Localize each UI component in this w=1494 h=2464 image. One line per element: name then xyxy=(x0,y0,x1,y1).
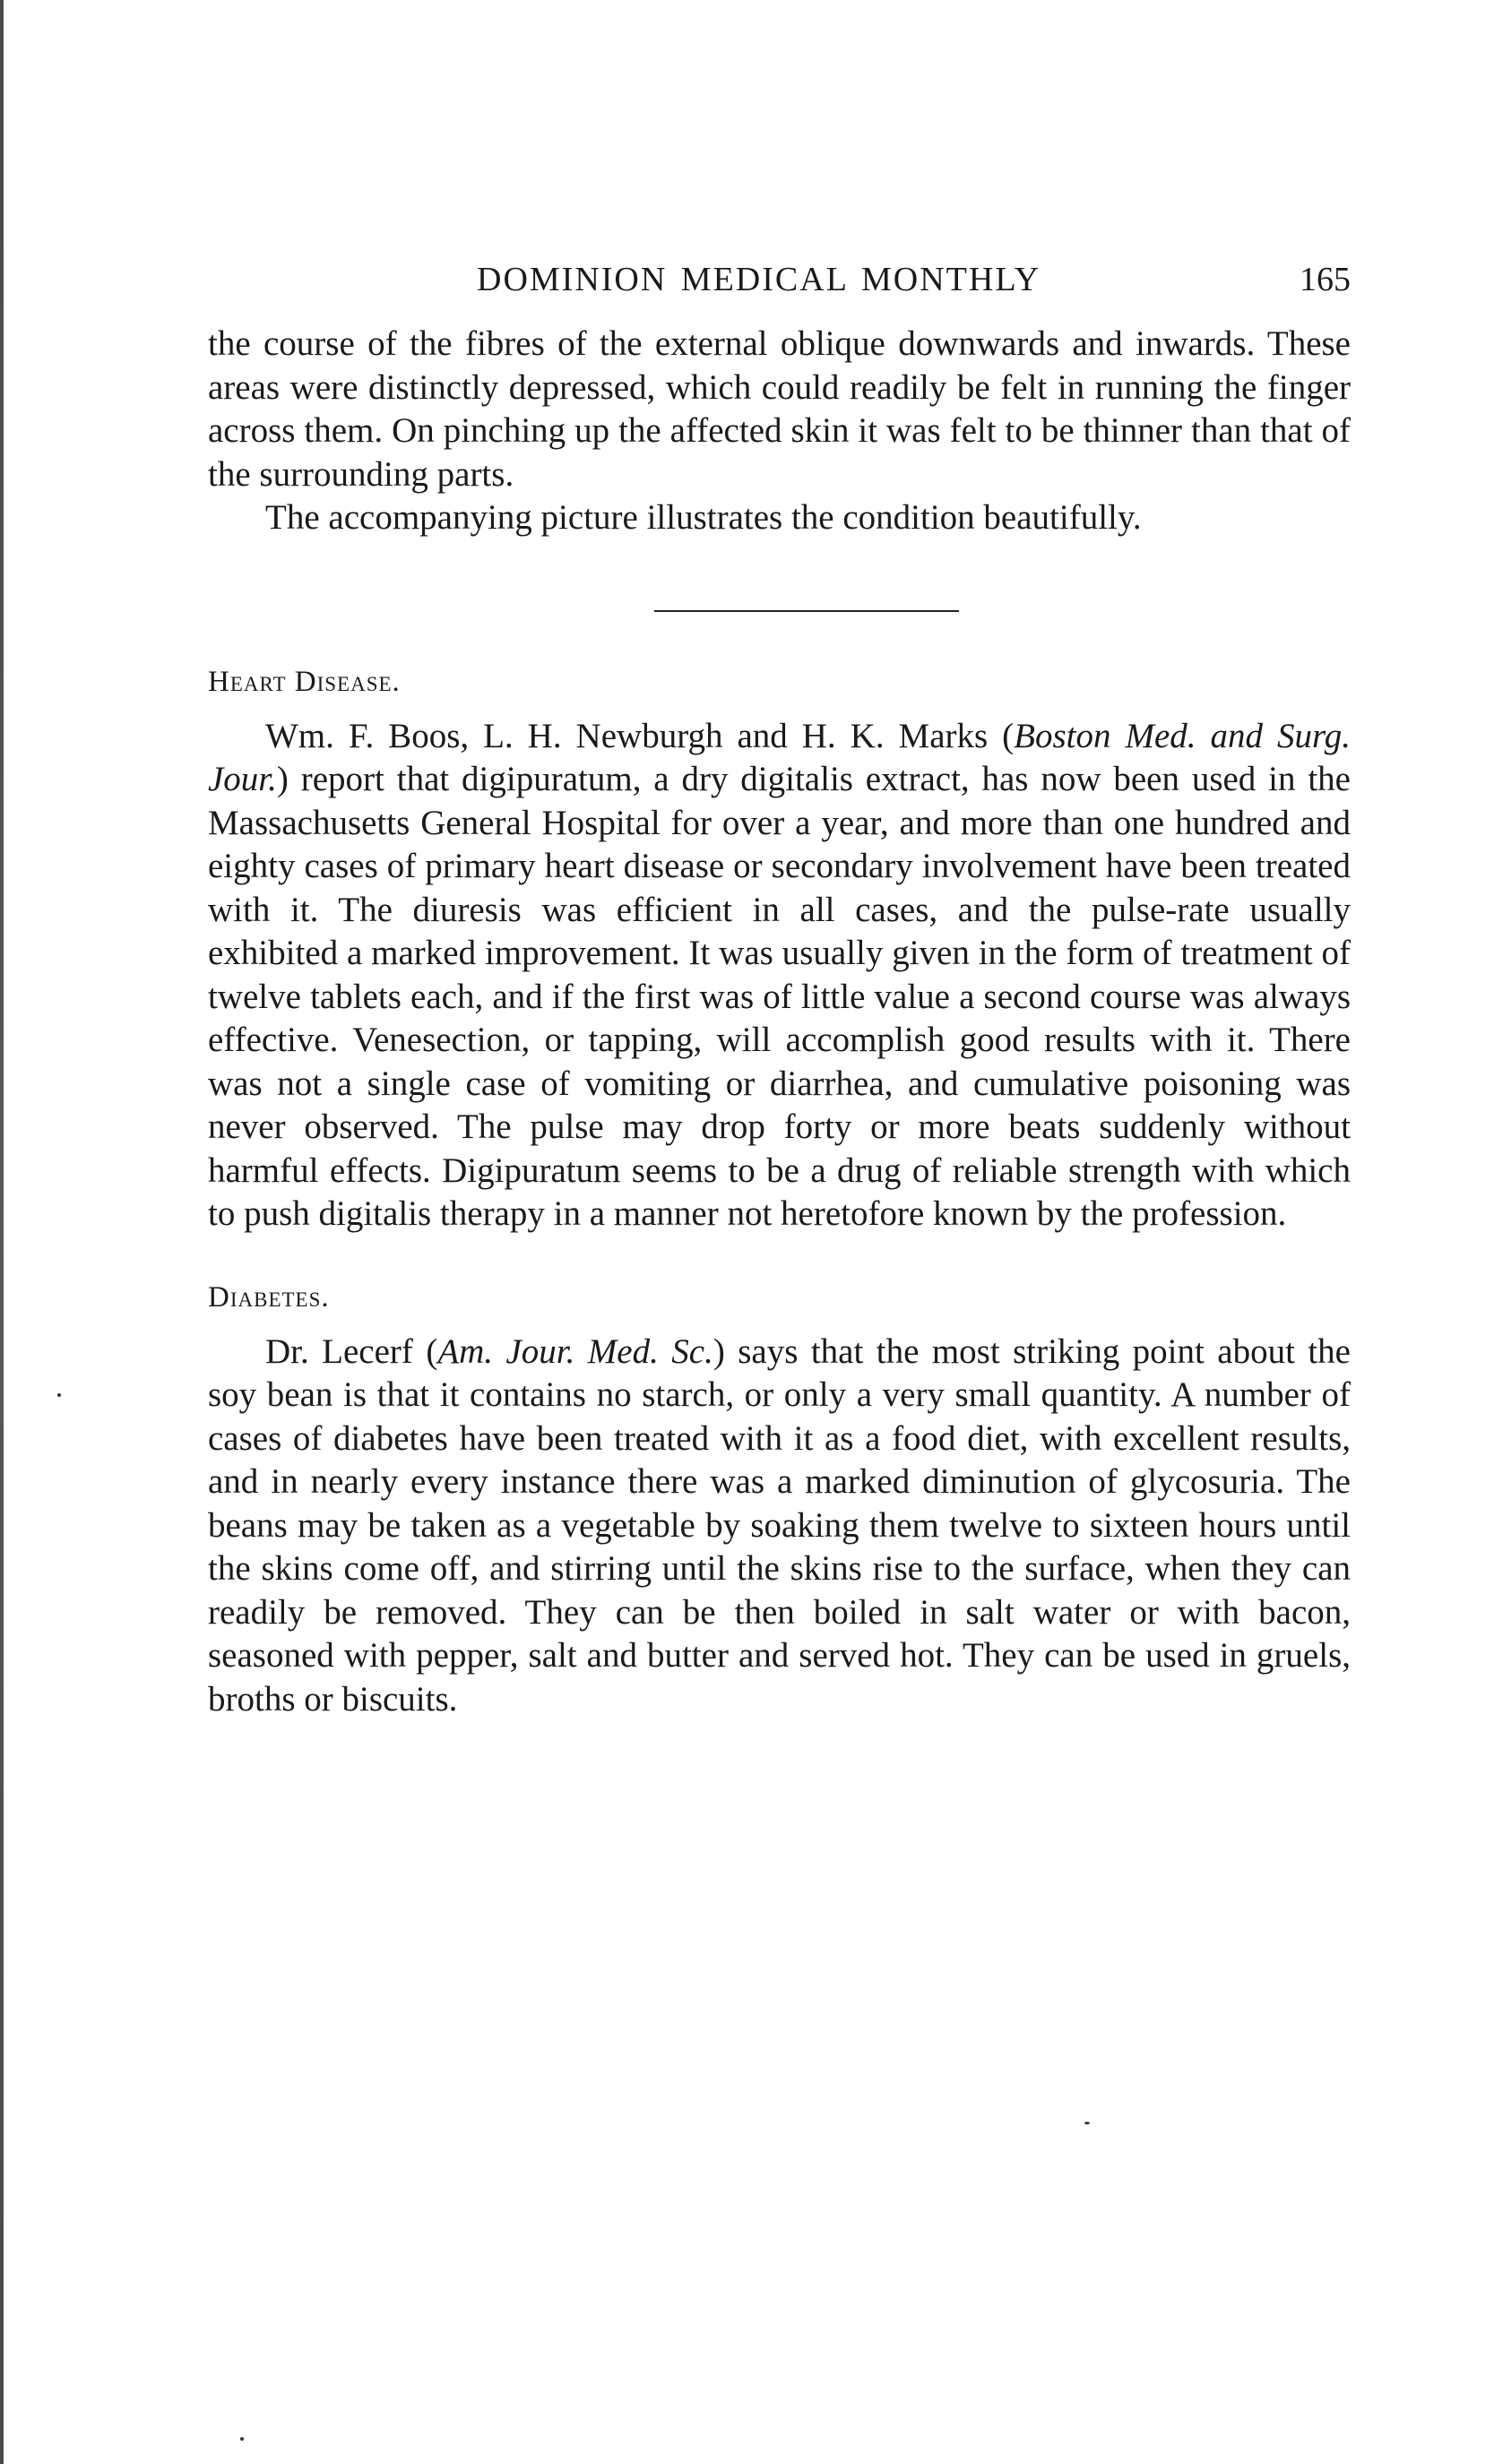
heart-disease-heading: Heart Disease. xyxy=(208,665,401,698)
continued-paragraph: the course of the fibres of the external oblique downwards and inwards. These areas were distinctly depressed, which could readily be felt in running the finger across them. On pinching up the affected skin it was felt to be thinner than that of the surrounding parts. xyxy=(208,324,1351,494)
scan-speck xyxy=(57,1393,61,1397)
scan-speck xyxy=(1084,2122,1090,2124)
page-number: 165 xyxy=(1300,261,1351,298)
diabetes-citation: Am. Jour. Med. Sc. xyxy=(437,1331,713,1371)
heart-disease-intro: Wm. F. Boos, L. H. Newburgh and H. K. Marks ( xyxy=(265,716,1015,755)
heart-disease-body: ) report that digipuratum, a dry digitalis extract, has now been used in the Massachusetts General Hospital for over a year, and more than one hundred and eighty cases of primary heart disease or secondary involvement have been treated with it. The diuresis was efficient in all cases, and the pulse-rate usually exhibited a marked improvement. It was usually given in the form of treatment of twelve tablets each, and if the first was of little value a second course was always effective. Venesection, or tapping, will accomplish good results with it. There was not a single case of vomiting or diarrhea, and cumulative poisoning was never observed. The pulse may drop forty or more beats suddenly without harmful effects. Digipuratum seems to be a drug of reliable strength with which to push digitalis therapy in a manner not heretofore known by the profession. xyxy=(208,760,1351,1233)
heart-disease-citation: Boston Med. and Surg. Jour. xyxy=(208,716,1351,798)
running-head xyxy=(208,260,1351,314)
heart-disease-paragraph xyxy=(208,715,1351,1236)
journal-page xyxy=(208,260,1351,1721)
section-divider-rule xyxy=(654,610,959,612)
diabetes-intro: Dr. Lecerf ( xyxy=(265,1331,438,1371)
diabetes-heading: Diabetes. xyxy=(208,1280,330,1314)
diabetes-body: ) says that the most striking point about the soy bean is that it contains no starch, or only a very small quantity. A number of cases of diabetes have been treated with it as a food diet, with excellent results, and in nearly every instance there was a marked diminution of glycosuria. The beans may be taken as a vegetable by soaking them twelve to sixteen hours until the skins come off, and stirring until the skins rise to the surface, when they can readily be removed. They can be then boiled in salt water or with bacon, seasoned with pepper, salt and butter and served hot. They can be used in gruels, broths or biscuits. xyxy=(208,1331,1351,1719)
diabetes-paragraph xyxy=(208,1331,1351,1722)
journal-title: DOMINION MEDICAL MONTHLY xyxy=(477,261,1041,298)
scan-left-edge xyxy=(0,0,4,2464)
scan-speck xyxy=(240,2437,244,2441)
picture-note-paragraph: The accompanying picture illustrates the condition beautifully. xyxy=(265,498,1142,537)
